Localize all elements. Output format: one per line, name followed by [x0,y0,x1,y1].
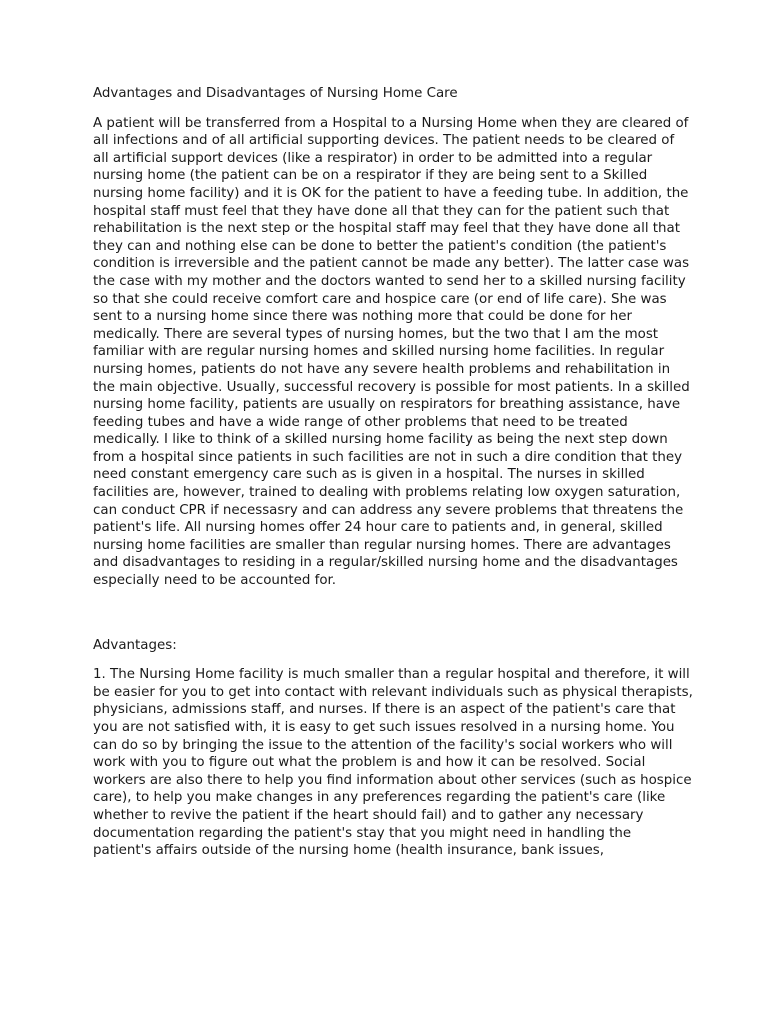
section-spacer [93,590,693,637]
intro-paragraph: A patient will be transferred from a Hospital to a Nursing Home when they are cleared of all infections and of all artificial supporting devices. The patient needs to be cleared of all artificial support devices (like a respirator) in order to be admitted into a regular nursing home (the patient can be on a respirator if they are being sent to a Skilled nursing home facility) and it is OK for the patient to have a feeding tube. In addition, the hospital staff must feel that they have done all that they can for the patient such that rehabilitation is the next step or the hospital staff may feel that they have done all that they can and nothing else can be done to better the patient's condition (the patient's condition is irreversible and the patient cannot be made any better). The latter case was the case with my mother and the doctors wanted to send her to a skilled nursing facility so that she could receive comfort care and hospice care (or end of life care). She was sent to a nursing home since there was nothing more that could be done for her medically. There are several types of nursing homes, but the two that I am the most familiar with are regular nursing homes and skilled nursing home facilities. In regular nursing homes, patients do not have any severe health problems and rehabilitation in the main objective. Usually, successful recovery is possible for most patients. In a skilled nursing home facility, patients are usually on respirators for breathing assistance, have feeding tubes and have a wide range of other problems that need to be treated medically. I like to think of a skilled nursing home facility as being the next step down from a hospital since patients in such facilities are not in such a dire condition that they need constant emergency care such as is given in a hospital. The nurses in skilled facilities are, however, trained to dealing with problems relating low oxygen saturation, can conduct CPR if necessasry and can address any severe problems that threatens the patient's life. All nursing homes offer 24 hour care to patients and, in general, skilled nursing home facilities are smaller than regular nursing homes. There are advantages and disadvantages to residing in a regular/skilled nursing home and the disadvantages especially need to be accounted for. [93,115,690,589]
document-content [93,85,693,860]
document-title: Advantages and Disadvantages of Nursing Home Care [93,86,458,101]
advantages-heading: Advantages: [93,637,177,653]
advantage-item-1: 1. The Nursing Home facility is much smaller than a regular hospital and therefore, it will be easier for you to get into contact with relevant individuals such as physical therapists, physicians, admissions staff, and nurses. If there is an aspect of the patient's care that you are not satisfied with, it is easy to get such issues resolved in a nursing home. You can do so by bringing the issue to the attention of the facility's social workers who will work with you to figure out what the problem is and how it can be resolved. Social workers are also there to help you find information about other services (such as hospice care), to help you make changes in any preferences regarding the patient's care (like whether to revive the patient if the heart should fail) and to gather any necessary documentation regarding the patient's stay that you might need in handling the patient's affairs outside of the nursing home (health insurance, bank issues, [93,667,693,859]
